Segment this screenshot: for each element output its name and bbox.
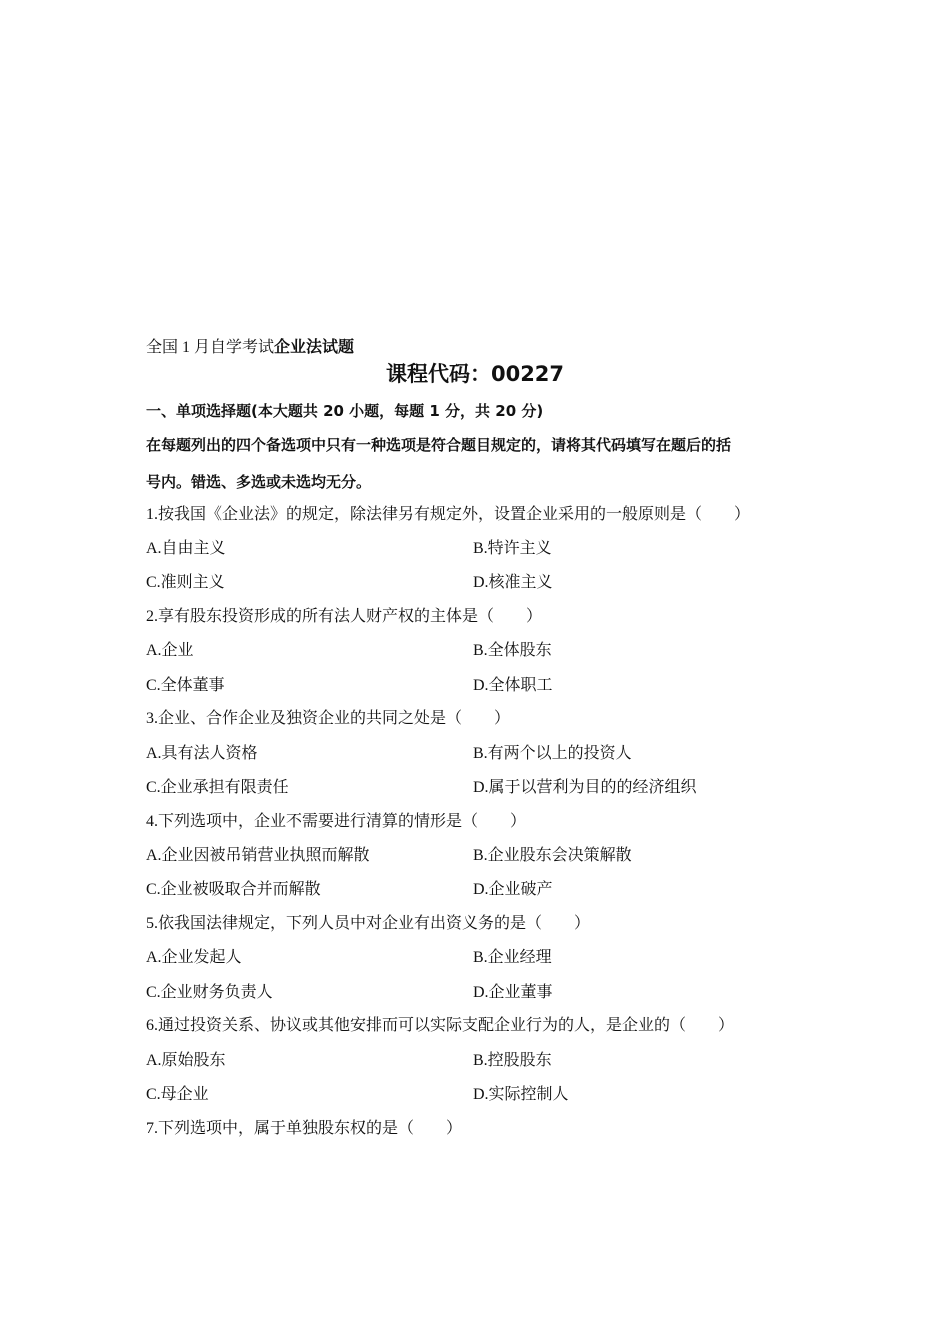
section-heading: 一、单项选择题(本大题共 20 小题，每题 1 分，共 20 分) xyxy=(146,402,544,420)
section-instruction-1: 在每题列出的四个备选项中只有一种选项是符合题目规定的，请将其代码填写在题后的括 xyxy=(146,436,732,454)
section-instruction-2: 号内。错选、多选或未选均无分。 xyxy=(146,473,372,491)
question-2-option-b: B.全体股东 xyxy=(473,642,552,659)
question-1-option-b: B.特许主义 xyxy=(473,540,552,557)
question-3-option-c: C.企业承担有限责任 xyxy=(146,779,289,796)
course-code: 课程代码：00227 xyxy=(385,362,565,386)
question-4-option-d: D.企业破产 xyxy=(473,881,553,898)
exam-title-prefix: 全国 1 月自学考试 xyxy=(146,339,275,356)
question-4-option-b: B.企业股东会决策解散 xyxy=(473,847,632,864)
question-2-stem: 2.享有股东投资形成的所有法人财产权的主体是（ ） xyxy=(146,608,543,625)
question-3-option-a: A.具有法人资格 xyxy=(146,745,258,762)
question-5-stem: 5.依我国法律规定，下列人员中对企业有出资义务的是（ ） xyxy=(146,915,591,932)
question-4-option-c: C.企业被吸取合并而解散 xyxy=(146,881,321,898)
question-6-option-a: A.原始股东 xyxy=(146,1052,226,1069)
question-6-stem: 6.通过投资关系、协议或其他安排而可以实际支配企业行为的人，是企业的（ ） xyxy=(146,1017,735,1034)
question-5-option-c: C.企业财务负责人 xyxy=(146,984,273,1001)
question-5-option-b: B.企业经理 xyxy=(473,949,552,966)
question-2-option-d: D.全体职工 xyxy=(473,677,553,694)
question-4-option-a: A.企业因被吊销营业执照而解散 xyxy=(146,847,370,864)
question-3-stem: 3.企业、合作企业及独资企业的共同之处是（ ） xyxy=(146,710,511,727)
question-5-option-d: D.企业董事 xyxy=(473,984,553,1001)
question-3-option-d: D.属于以营利为目的的经济组织 xyxy=(473,779,697,796)
question-2-option-a: A.企业 xyxy=(146,642,194,659)
question-3-option-b: B.有两个以上的投资人 xyxy=(473,745,632,762)
question-1-stem: 1.按我国《企业法》的规定，除法律另有规定外，设置企业采用的一般原则是（ ） xyxy=(146,506,751,523)
exam-title-subject: 企业法试题 xyxy=(274,339,355,356)
question-4-stem: 4.下列选项中，企业不需要进行清算的情形是（ ） xyxy=(146,813,527,830)
question-1-option-a: A.自由主义 xyxy=(146,540,226,557)
question-7-stem: 7.下列选项中，属于单独股东权的是（ ） xyxy=(146,1120,463,1137)
question-6-option-c: C.母企业 xyxy=(146,1086,209,1103)
question-5-option-a: A.企业发起人 xyxy=(146,949,242,966)
question-6-option-b: B.控股股东 xyxy=(473,1052,552,1069)
question-1-option-c: C.准则主义 xyxy=(146,574,225,591)
exam-title xyxy=(146,338,354,358)
question-1-option-d: D.核准主义 xyxy=(473,574,553,591)
question-2-option-c: C.全体董事 xyxy=(146,677,225,694)
question-6-option-d: D.实际控制人 xyxy=(473,1086,569,1103)
